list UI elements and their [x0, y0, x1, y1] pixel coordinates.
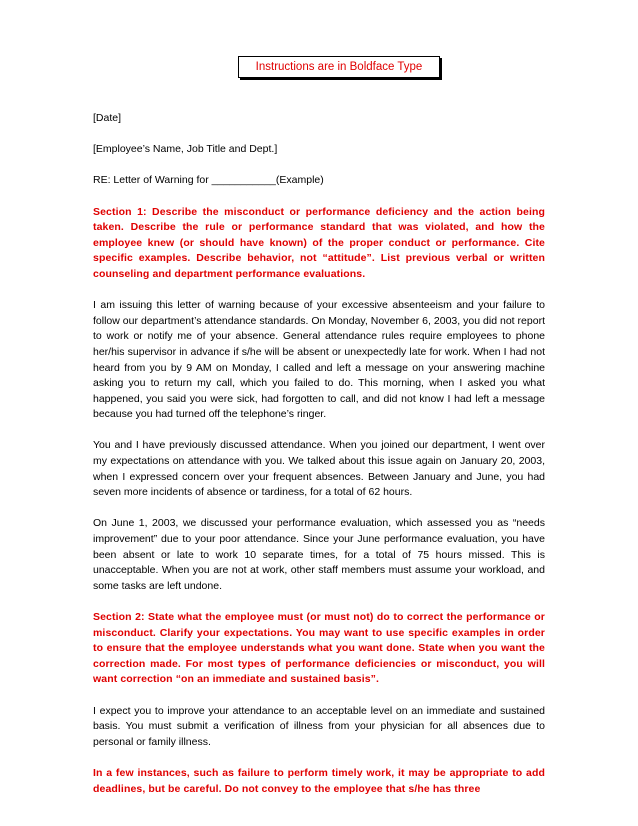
paragraph-absence: I am issuing this letter of warning because of your excessive absenteeism and your failure to follow our department’s attendance standards. On Monday, November 6, 2003, you did not report to work or notify me of your absence. General attendance rules require employees to phone her/his supervisor in advance if s/he will be absent or unexpectedly late for work. When I had not heard from you by 9 AM on Monday, I called and left a message on your answering machine asking you to return my call, which you failed to do. This morning, when I asked you what happened, you said you were sick, had forgotten to call, and did not know I had left a message because you had turned off the telephone’s ringer.: [93, 299, 545, 421]
paragraph-expectations: I expect you to improve your attendance to an acceptable level on an immediate and sustained basis. You must submit a verification of illness from your physician for all absences due to personal or family illness.: [93, 704, 545, 748]
section-1-instructions: Section 1: Describe the misconduct or performance deficiency and the action being taken. Describe the rule or performance standard that was violated, and how the employee knew (or should have known) of the proper conduct or performance. Cite specific examples. Describe behavior, not “attitude”. List previous verbal or written counseling and department performance evaluations.: [93, 205, 545, 280]
re-line: RE: Letter of Warning for ___________(Example): [93, 174, 324, 187]
letter-body: [93, 111, 545, 797]
deadline-instructions: In a few instances, such as failure to perform timely work, it may be appropriate to add deadlines, but be careful. Do not convey to the employee that s/he has three: [93, 766, 545, 795]
paragraph-previous-discussion: You and I have previously discussed attendance. When you joined our department, I went over my expectations on attendance with you. We talked about this issue again on January 20, 2003, when I expressed concern over your frequent absences. Between January and June, you had seven more incidents of absence or tardiness, for a total of 62 hours.: [93, 439, 545, 499]
date-line: [Date]: [93, 112, 122, 124]
employee-line: [Employee’s Name, Job Title and Dept.]: [93, 143, 278, 156]
paragraph-performance-evaluation: On June 1, 2003, we discussed your performance evaluation, which assessed you as “needs improvement” due to your poor attendance. Since your June performance evaluation, you have been absent or late to work 10 separate times, for a total of 75 hours missed. This is unacceptable. When you are not at work, other staff members must assume your workload, and some tasks are left undone.: [93, 517, 545, 592]
instructions-banner: Instructions are in Boldface Type: [238, 56, 440, 78]
section-2-instructions: Section 2: State what the employee must (or must not) do to correct the performance or misconduct. Clarify your expectations. You may want to use specific examples in order to ensure that the employee understands what you want done. State when you want the correction made. For most types of performance deficiencies or misconduct, you will want correction “on an immediate and sustained basis”.: [93, 611, 545, 686]
